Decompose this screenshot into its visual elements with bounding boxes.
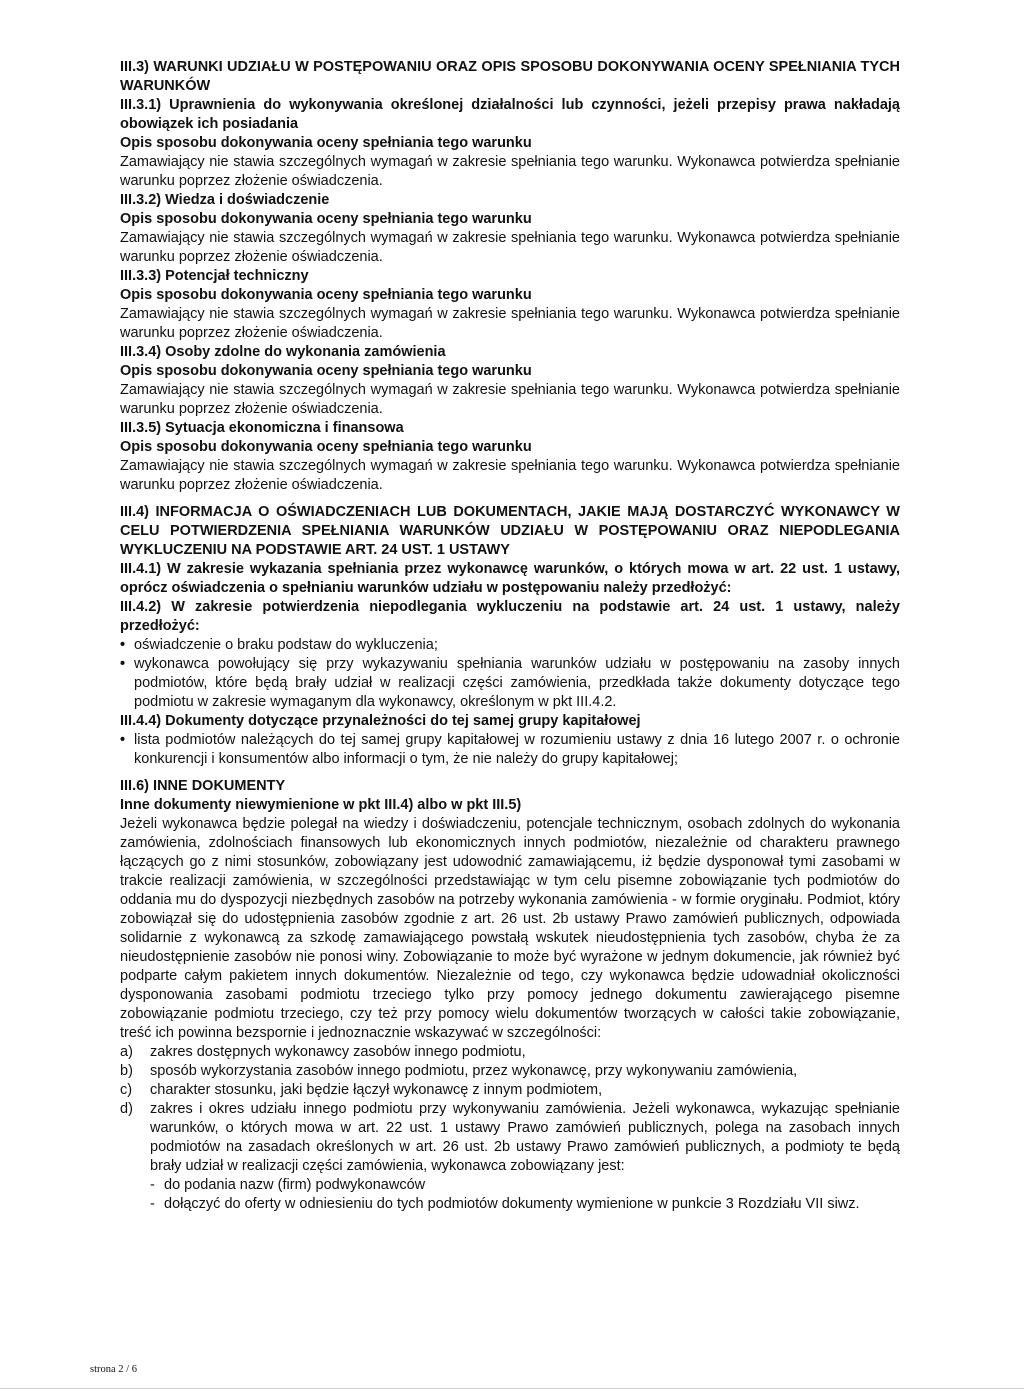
section-subheading-III-6: Inne dokumenty niewymienione w pkt III.4) albo w pkt III.5)	[120, 797, 522, 813]
list-item: • lista podmiotów należących do tej samej grupy kapitałowej w rozumieniu ustawy z dnia 16 lutego 2007 r. o ochronie konkurencji i konsumentów albo informacji o tym, że nie należy do grupy kapitałowej;	[120, 732, 900, 767]
subsection-III-3-2	[120, 191, 900, 267]
list-item: c) charakter stosunku, jaki będzie łączył wykonawcę z innym podmiotem,	[120, 1082, 603, 1098]
page-number: strona 2 / 6	[90, 1364, 137, 1375]
subsection-III-3-4	[120, 343, 900, 419]
subsection-title: III.3.1) Uprawnienia do wykonywania określonej działalności lub czynności, jeżeli przepisy prawa nakładają obowiązek ich posiadania	[120, 97, 900, 132]
subsection-title: III.3.4) Osoby zdolne do wykonania zamówienia	[120, 344, 446, 360]
list-item: • oświadczenie o braku podstaw do wykluczenia;	[120, 637, 438, 653]
section-heading-III-3: III.3) WARUNKI UDZIAŁU W POSTĘPOWANIU ORAZ OPIS SPOSOBU DOKONYWANIA OCENY SPEŁNIANIA TYCH WARUNKÓW	[120, 59, 900, 94]
paragraph-III-6: Jeżeli wykonawca będzie polegał na wiedzy i doświadczeniu, potencjale technicznym, osobach zdolnych do wykonania zamówienia, zdolnościach finansowych lub ekonomicznych innych podmiotów, niezależnie od charakteru prawnego łączących go z nimi stosunków, zobowiązany jest udowodnić zamawiającemu, iż będzie dysponował tymi zasobami w trakcie realizacji zamówienia, w szczególności przedstawiając w tym celu pisemne zobowiązanie tych podmiotów do oddania mu do dyspozycji niezbędnych zasobów na potrzeby wykonania zamówienia - w formie oryginału. Podmiot, który zobowiązał się do udostępnienia zasobów zgodnie z art. 26 ust. 2b ustawy Prawo zamówień publicznych, odpowiada solidarnie z wykonawcą za szkodę zamawiającego powstałą wskutek nieudostępnienia tych zasobów, chyba że za nieudostępnienie zasobów nie ponosi winy. Zobowiązanie to może być wyrażone w jednym dokumencie, jak również być podparte całym pakietem innych dokumentów. Niezależnie od tego, czy wykonawca będzie udowadniał okoliczności dysponowania zasobami podmiotu trzeciego tylko przy pomocy jednego dokumentu zawierającego pisemne zobowiązanie podmiotu trzeciego, czy też przy pomocy wielu dokumentów tworzących w całości takie zobowiązanie, treść ich powinna bezspornie i jednoznacznie wskazywać w szczególności:	[120, 816, 900, 1041]
subsection-subtitle: Opis sposobu dokonywania oceny spełniania tego warunku	[120, 211, 532, 227]
subsection-III-3-5	[120, 419, 900, 495]
list-item: d) zakres i okres udziału innego podmiotu przy wykonywaniu zamówienia. Jeżeli wykonawca, wykazując spełnianie warunków, o których mowa w art. 22 ust. 1 ustawy Prawo zamówień publicznych, polega na zasobach innych podmiotów na zasadach określonych w art. 26 ust. 2b ustawy Prawo zamówień publicznych, a podmioty te będą brały udział w realizacji części zamówienia, wykonawca zobowiązany jest: - do podania nazw (firm) podwykonawców - dołączyć do oferty w odniesieniu do tych podmiotów dokumenty wymienione w punkcie 3 Rozdziału VII siwz.	[120, 1101, 900, 1212]
bullet-list-III-4-2	[120, 636, 900, 712]
bottom-divider	[0, 1388, 1024, 1389]
bullet-icon: •	[120, 732, 126, 748]
section-III-6	[120, 777, 900, 1214]
section-heading-III-4: III.4) INFORMACJA O OŚWIADCZENIACH LUB DOKUMENTACH, JAKIE MAJĄ DOSTARCZYĆ WYKONAWCY W CELU POTWIERDZENIA SPEŁNIANIA WARUNKÓW UDZIAŁU W POSTĘPOWANIU ORAZ NIEPODLEGANIA WYKLUCZENIU NA PODSTAWIE ART. 24 UST. 1 USTAWY	[120, 504, 900, 558]
subsection-text: Zamawiający nie stawia szczególnych wymagań w zakresie spełniania tego warunku. Wykonawca potwierdza spełnianie warunku poprzez złożenie oświadczenia.	[120, 458, 900, 493]
bullet-list-III-4-4	[120, 731, 900, 769]
paragraph-III-4-1: III.4.1) W zakresie wykazania spełniania przez wykonawcę warunków, o których mowa w art. 22 ust. 1 ustawy, oprócz oświadczenia o spełnianiu warunków udziału w postępowaniu należy przedłożyć:	[120, 561, 900, 596]
subsection-subtitle: Opis sposobu dokonywania oceny spełniania tego warunku	[120, 439, 532, 455]
paragraph-III-4-2: III.4.2) W zakresie potwierdzenia niepodlegania wykluczeniu na podstawie art. 24 ust. 1 ustawy, należy przedłożyć:	[120, 599, 900, 634]
subsection-text: Zamawiający nie stawia szczególnych wymagań w zakresie spełniania tego warunku. Wykonawca potwierdza spełnianie warunku poprzez złożenie oświadczenia.	[120, 382, 900, 417]
subsection-III-3-3	[120, 267, 900, 343]
subsection-text: Zamawiający nie stawia szczególnych wymagań w zakresie spełniania tego warunku. Wykonawca potwierdza spełnianie warunku poprzez złożenie oświadczenia.	[120, 154, 900, 189]
lettered-list	[120, 1043, 900, 1214]
document-body	[120, 58, 900, 1214]
subsection-subtitle: Opis sposobu dokonywania oceny spełniania tego warunku	[120, 135, 532, 151]
subsection-III-3-1	[120, 96, 900, 191]
bullet-icon: •	[120, 656, 126, 672]
paragraph-III-4-4: III.4.4) Dokumenty dotyczące przynależności do tej samej grupy kapitałowej	[120, 713, 641, 729]
subsection-title: III.3.5) Sytuacja ekonomiczna i finansowa	[120, 420, 404, 436]
subsection-subtitle: Opis sposobu dokonywania oceny spełniania tego warunku	[120, 287, 532, 303]
bullet-icon: •	[120, 637, 126, 653]
dash-item: - do podania nazw (firm) podwykonawców	[150, 1177, 426, 1193]
subsection-text: Zamawiający nie stawia szczególnych wymagań w zakresie spełniania tego warunku. Wykonawca potwierdza spełnianie warunku poprzez złożenie oświadczenia.	[120, 306, 900, 341]
list-item: • wykonawca powołujący się przy wykazywaniu spełniania warunków udziału w postępowaniu na zasoby innych podmiotów, które będą brały udział w realizacji części zamówienia, przedkłada także dokumenty dotyczące tego podmiotu w zakresie wymaganym dla wykonawcy, określonym w pkt III.4.2.	[120, 656, 900, 710]
subsection-title: III.3.2) Wiedza i doświadczenie	[120, 192, 330, 208]
list-item: a) zakres dostępnych wykonawcy zasobów innego podmiotu,	[120, 1044, 526, 1060]
section-III-4	[120, 503, 900, 769]
subsection-title: III.3.3) Potencjał techniczny	[120, 268, 309, 284]
section-heading-III-6: III.6) INNE DOKUMENTY	[120, 778, 286, 794]
subsection-subtitle: Opis sposobu dokonywania oceny spełniania tego warunku	[120, 363, 532, 379]
list-item: b) sposób wykorzystania zasobów innego podmiotu, przez wykonawcę, przy wykonywaniu zamówienia,	[120, 1063, 798, 1079]
dash-item: - dołączyć do oferty w odniesieniu do tych podmiotów dokumenty wymienione w punkcie 3 Rozdziału VII siwz.	[150, 1196, 860, 1212]
subsection-text: Zamawiający nie stawia szczególnych wymagań w zakresie spełniania tego warunku. Wykonawca potwierdza spełnianie warunku poprzez złożenie oświadczenia.	[120, 230, 900, 265]
